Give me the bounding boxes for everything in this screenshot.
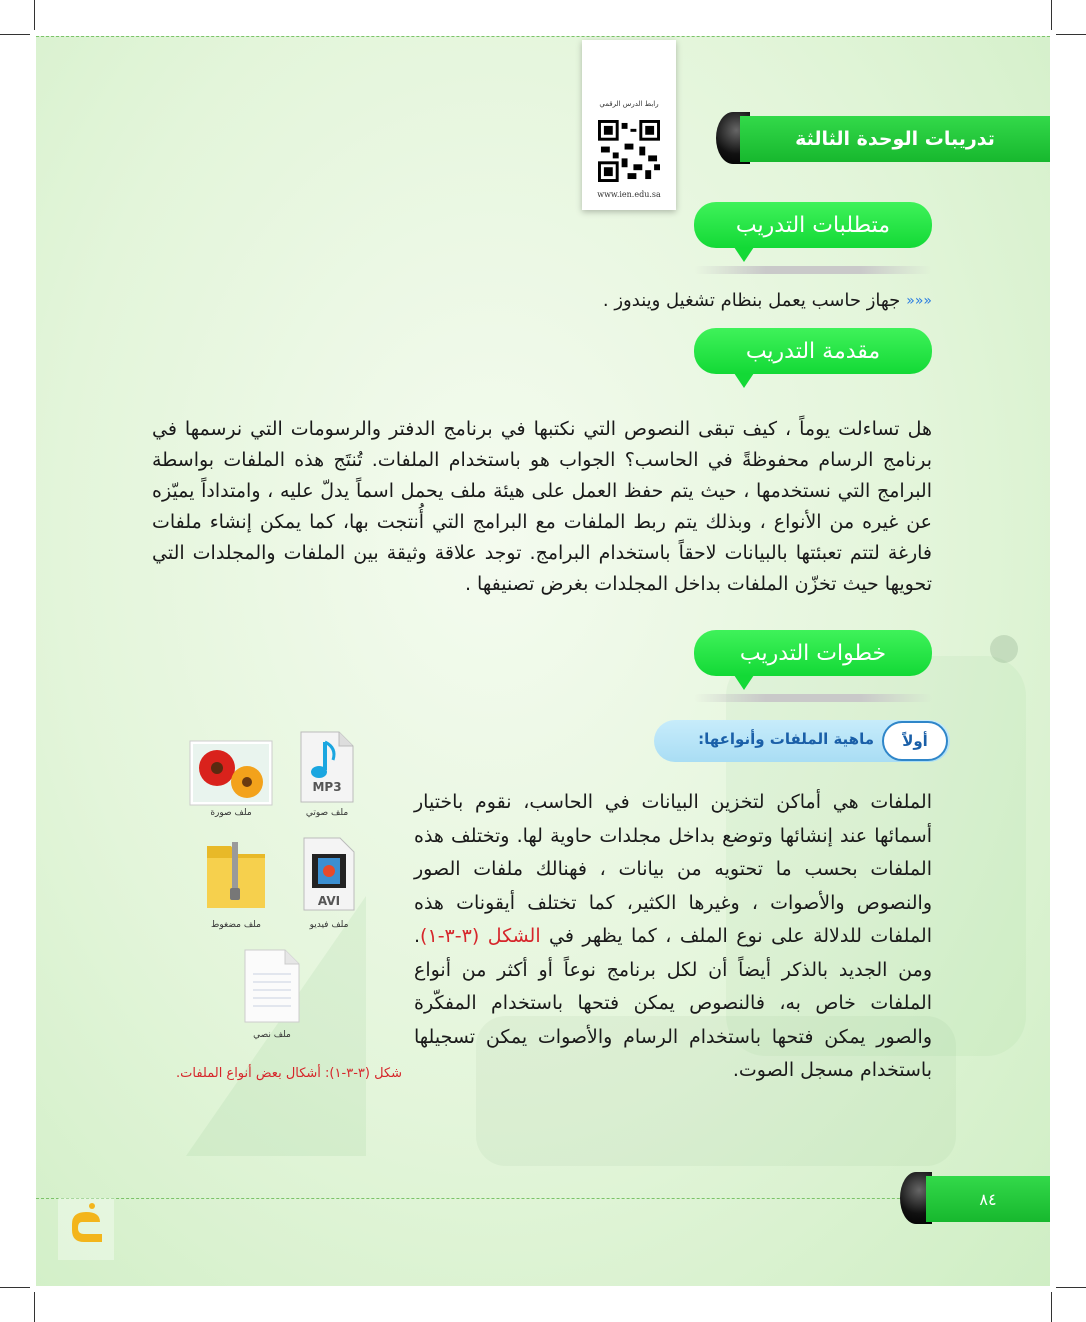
body-text-part2: . ومن الجديد بالذكر أيضاً أن لكل برنامج نوعاً أو أكثر من أنواع الملفات خاص به، فالنصوص يمكن فتحها باستخدام المفكّرة والصور يمكن فتحها باستخدام الرسام والأصوات يمكن تسجيلها باستخدام مسجل الصوت. <box>414 925 932 1081</box>
zip-folder-icon <box>201 836 271 912</box>
crop-mark <box>34 1292 35 1322</box>
qr-label: رابط الدرس الرقمي <box>599 100 659 108</box>
section-shadow <box>694 266 932 274</box>
crop-mark <box>1056 1287 1086 1288</box>
video-file <box>298 836 360 936</box>
crop-mark <box>1056 34 1086 35</box>
page <box>36 36 1050 1286</box>
crop-mark <box>34 0 35 30</box>
crop-mark <box>0 34 30 35</box>
mp3-badge: MP3 <box>312 780 342 794</box>
audio-file-label: ملف صوتي <box>305 808 349 818</box>
qr-card[interactable] <box>582 40 676 210</box>
subsection-badge: أولاً <box>882 721 948 761</box>
image-file-icon <box>189 740 273 806</box>
unit-title: تدريبات الوحدة الثالثة <box>740 116 1050 162</box>
requirement-text: جهاز حاسب يعمل بنظام تشغيل ويندوز . <box>602 290 901 311</box>
video-file-label: ملف فيديو <box>309 920 349 930</box>
arrows-bullet-icon: ««« <box>906 292 932 309</box>
text-file <box>240 948 304 1048</box>
section-shadow <box>694 694 932 702</box>
body-paragraph <box>414 786 932 1088</box>
section-introduction: مقدمة التدريب <box>694 328 932 374</box>
qr-code-icon[interactable] <box>598 120 660 182</box>
figure-caption: شكل (٣-٣-١): أشكال بعض أنواع الملفات. <box>176 1066 402 1081</box>
zip-file-label: ملف مضغوط <box>211 920 261 930</box>
zip-file <box>196 836 276 936</box>
body-text-part1: الملفات هي أماكن لتخزين البيانات في الحاسب، نقوم باختيار أسمائها عند إنشائها وتوضع بداخل مجلدات حاوية لها. وتختلف هذه الملفات بحسب ما تحتويه من بيانات ، فهنالك ملفات الصور والنصوص والأصوات ، وغيرها الكثير، كما تختلف أيقونات هذه الملفات للدلالة على نوع الملف ، كما يظهر في <box>414 791 932 947</box>
section-requirements: متطلبات التدريب <box>694 202 932 248</box>
publisher-logo-icon <box>58 1198 114 1260</box>
figure-reference: الشكل (٣-٣-١) <box>420 925 541 947</box>
text-file-icon <box>241 948 303 1024</box>
section-steps: خطوات التدريب <box>694 630 932 676</box>
image-file <box>188 740 274 830</box>
requirement-item <box>432 290 932 311</box>
crop-mark <box>1051 1292 1052 1322</box>
avi-badge: AVI <box>317 894 341 908</box>
text-file-label: ملف نصي <box>253 1030 291 1040</box>
subsection-heading <box>654 720 950 762</box>
page-number: ٨٤ <box>926 1176 1050 1222</box>
subsection-title: ماهية الملفات وأنواعها: <box>698 730 874 748</box>
introduction-paragraph: هل تساءلت يوماً ، كيف تبقى النصوص التي نكتبها في برنامج الدفتر والرسومات التي نرسمها في برنامج الرسام محفوظةً في الحاسب؟ الجواب هو باستخدام الملفات. تُنتَج هذه الملفات بواسطة البرامج التي نستخدمها ، حيث يتم حفظ العمل على هيئة ملف يحمل اسماً يدلّ عليه ، وامتداداً يميّزه عن غيره من الأنواع ، وبذلك يتم ربط الملفات مع البرامج التي أُنتجت بها، كما يمكن إنشاء ملفات فارغة لتتم تعبئتها بالبيانات لاحقاً باستخدام البرامج. توجد علاقة وثيقة بين الملفات والمجلدات التي تحويها حيث تخزّن الملفات بداخل المجلدات بغرض تصنيفها . <box>152 418 932 595</box>
crop-mark <box>0 1287 30 1288</box>
audio-file <box>294 730 360 830</box>
image-file-label: ملف صورة <box>210 808 252 818</box>
qr-url[interactable]: www.ien.edu.sa <box>597 190 661 199</box>
crop-mark <box>1051 0 1052 30</box>
